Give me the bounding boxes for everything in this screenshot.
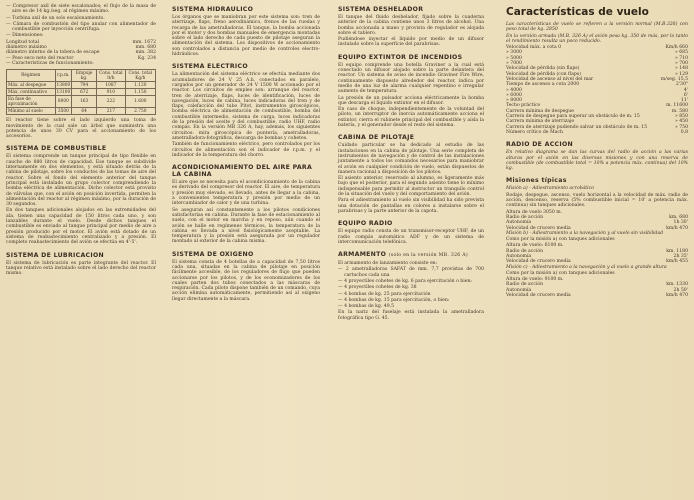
armament-item: — 4 bombas de kg. 15 para ejercitación, o bien: <box>338 297 450 303</box>
mission-value-row: Autonomía 2h 50' <box>506 287 688 293</box>
armament-item: — 4 proyectiles cohetes de kg. 6 para ejercitación o bien: <box>338 278 472 284</box>
intro-paragraph: Las características de vuelo se refieren a la versión normal (M.B.326) con peso total de kg. 2850 <box>506 22 688 33</box>
performance-row: » 3000 » 685 <box>506 50 688 56</box>
fire-paragraph-2: La presión de un pulsador acciona eléctricamente la bomba que descarga el líquido extintor en el difusor. <box>338 95 484 106</box>
table-header-row <box>7 70 156 82</box>
performance-row: Tiempo de ascenso a cota 2000 2'30" <box>506 82 688 88</box>
table-header: Empuje kg. <box>72 70 97 82</box>
regime-table <box>6 69 156 115</box>
air-conditioning-paragraph: El aire que se necesita para el acondicionamiento de la cabina es derivado del compresor del reactor. El aire, de temperatura y presión muy elevado, es llevado, antes de llegar a la cabina, a convenientes temperatura y presión por medio de un intercambiador de calor y de una turbina. <box>172 180 320 207</box>
table-cell: 222 <box>97 96 125 108</box>
table-cell: 1.600 <box>125 96 155 108</box>
mission-value-row: Velocidad de crucero media km/h 470 <box>506 225 688 231</box>
mission-value-row: Velocidad de crucero media km/h 455 <box>506 259 688 265</box>
mission-value-row: Altura de vuelo 3050 m. <box>506 209 563 215</box>
defroster-paragraph: El tanque del fluido deshelador, fijado sobre la cuaderna anterior de la cabina contiene unos 3 litros de alcohol. Una bomba accionada a mano y provista de regulador es alojada sobre el tablero. <box>338 15 484 36</box>
performance-row: Número crítico de Mach 0,8 <box>506 129 688 135</box>
mission-c-text: Como por la misión a) con tanques adicionales <box>506 270 615 276</box>
fire-paragraph-3: En caso de choque, independientemente de la voluntad del piloto, un interruptor de inercia automáticamente acciona el extintor, cierra el rubinete principal del combustible y aísla la batería, y el generador desde el resto del sistema. <box>338 107 484 129</box>
defroster-heading: SISTEMA DESHELADOR <box>338 6 424 13</box>
electric-paragraph: La alimentación del sistema eléctrico se efectúa mediante dos acumuladores de 24 V 25 A.h. conectados en paralelo, cargados por un generador de 24 V 1500 W accionado por el reactor. Los circuitos de empleo son: arranque del reactor, tren de aterrizaje, flaps, luces de identificación, luces de navegación, luces de cabina, luces indicadoras del tren y de flaps, calefacción del tubo Pitot, instrumentos giroscópicos, bomba eléctrica de alimentación de combustible, bomba del combustible intermedio, sistema de carga, luces indicadoras de la presión del aceite y del combustible, radio UHF, radio compás. En la versión MB 326 A, hay, además, los siguientes circuitos: mira giroscópica de puntería, ametralladoras, ametralladora-fotográfica, descarga de bombas y cohetes. <box>172 72 320 141</box>
fuel-paragraph-2: En dos tanques adicionales alojados en las extremidades del ala, tienen una capacidad de 150 litros cada uno, y son lanzables durante el vuelo. Desde dichos tanques el combustible es enviado al tanque principal por medio de aire a presión producido por el motor. El avión está dotado de un sistema de reabastecimiento centralizado y a presión. El completo reabastecimiento del avión se efectúa en 4'-5'. <box>6 208 156 246</box>
mission-b-text: Como por la misión a) con tanques adicionales <box>506 237 615 243</box>
cockpit-paragraph-3: Para el adiestramiento al vuelo sin visibilidad ha sido prevista una dotación de pantallas en colores a instalarse sobre el parabrisas y la parte anterior de la capota. <box>338 198 484 214</box>
table-row <box>7 108 156 115</box>
air-conditioning-paragraph-2: Se aseguran así constantemente a los pilotos condiciones satisfactorias en cabina. Durante la fase de estacionamiento al suelo, con el motor en marcha y en reposo, aún cuando el avión se halle en regímenes térmicos, la temperatura de la cabina es llevada a nivel fisiológicamente aceptable. La temperatura y la presión está asegurada por un regulador montado al exterior de la cabina misma. <box>172 207 320 245</box>
engine-item-2: — Turbina axil de un solo escalonamiento. <box>6 15 105 21</box>
performance-row: » 7000 » 700 <box>506 61 688 67</box>
intro-paragraph-2: En la versión armada (M.B. 326 A) el avión pesa kg. 350 de más, por lo tanto el rendimiento resulta un poco reducido. <box>506 33 688 44</box>
performance-row: Techo práctico m. 11600 <box>506 103 688 109</box>
mission-value-row: Altura de vuelo: 6100 m. <box>506 243 564 249</box>
mission-value-row: Radio de acción km. 1180 <box>506 248 688 254</box>
cockpit-paragraph-2: El asiento anterior, reservado al alumno, es ligeramente más bajo que el posterior, para el segundo asiento tiene lo mínimo indispensable para permitir al instructor un tranquilo control de la situación del vuelo y del comportamiento del avión. <box>338 176 484 198</box>
performance-row: Velocidad de ascenso al nivel del mar m/seg. 15,5 <box>506 76 688 82</box>
table-cell: 217 <box>97 108 125 115</box>
column-1 <box>6 4 156 277</box>
performance-row: Carrera mínima de despegue m. 580 <box>506 108 688 114</box>
missions-heading: Misiones típicas <box>506 177 567 185</box>
hydraulic-heading: SISTEMA HIDRAULICO <box>172 6 254 13</box>
performance-row: Velocidad de pérdida (sin flaps) » 148 <box>506 66 688 72</box>
armament-item: — 4 bombas de kg. 25 para ejercitación <box>338 291 431 297</box>
performance-row: » 5000 » 710 <box>506 55 688 61</box>
range-paragraph: En relativo diagrama se dan las curvas del radio de acción a las varias alturas por el avión en las diversas misiones y con una reserva de combustible (de combustible total = 10% a potencia máx. continua) del 10% kg. <box>506 150 688 172</box>
radio-paragraph: El equipo radio consta de un transmisor-receptor UHF, de un radio compás automático ADF y de un sistema de intercomunicación telefónica. <box>338 229 484 245</box>
table-cell: 163 <box>72 96 97 108</box>
range-heading: RADIO DE ACCION <box>506 141 574 149</box>
lubrication-heading: SISTEMA DE LUBRICACION <box>6 251 105 259</box>
dimensions-label: — Dimensiones: <box>6 33 44 39</box>
table-header: Cons. total lt/h <box>97 70 125 82</box>
table-cell: Máx. continuativo <box>7 89 56 96</box>
armament-paragraph-2: En la nariz del fuselaje está instalada la ametralladora fotográfica tipo G. 45. <box>338 310 484 321</box>
performance-row: Carrera mínima de aterrizaje » 450 <box>506 119 688 125</box>
table-cell: 794 <box>72 82 97 89</box>
armament-item: — 2 ametralladoras SAFAT de mm. 7,7 provistas de 700 cartuchos cada una <box>338 267 484 278</box>
characteristics-label: — Características de funcionamiento: <box>6 60 94 66</box>
table-cell: 1087 <box>97 82 125 89</box>
mission-value-row: Radio de acción km. 680 <box>506 214 688 220</box>
armament-paragraph: El armamento de lanzamiento consiste en: <box>338 261 438 267</box>
electric-heading: SISTEMA ELECTRICO <box>172 63 248 71</box>
mission-value-row: Autonomía 1h 30' <box>506 220 688 226</box>
table-cell: 1.120 <box>125 82 155 89</box>
table-header: Cons. total Kg/h <box>125 70 155 82</box>
radio-heading: EQUIPO RADIO <box>338 220 393 228</box>
dimension-row: diámetro máximo mm. 680 <box>6 45 156 51</box>
table-row <box>7 89 156 96</box>
fire-extinguisher-heading: EQUIPO EXTINTOR DE INCENDIOS <box>338 53 463 61</box>
mission-value-row: Velocidad de crucero media km/h 470 <box>506 293 688 299</box>
air-conditioning-heading: ACONDICIONAMIENTO DEL AIRE PARA LA CABINA <box>172 164 313 179</box>
performance-row: » 6000 6' <box>506 92 688 98</box>
engine-item-3: — Cámara de combustión del tipo anular con alimentador de combustible por inyección centrífuga. <box>6 21 157 33</box>
performance-row: Velocidad máx. a cota 0 Km/h 660 <box>506 45 688 51</box>
column-3 <box>338 4 484 322</box>
cockpit-heading: CABINA DE PILOTAJE <box>338 134 415 142</box>
armament-item: — 4 proyectiles cohetes de kg. 38 <box>338 285 417 291</box>
defroster-paragraph-2: Pudiéndose inyectar el líquido por medio de un difusor instalado sobre la superficie del parabrisas. <box>338 37 484 48</box>
table-cell: En fase de aproximación <box>7 96 56 108</box>
mission-value-row: Altura de vuelo: 9100 m. <box>506 277 564 283</box>
cockpit-paragraph: Cuidado particular se ha dedicado al estudio de las instalaciones en la cabina de pilotaje. Una serie completa de instrumentos de navegación y de control de las instalaciones juntamente a todos los comandos necesarios para maniobrar el avión en cualquier condición de vuelo, están dispuestos de manera racional a disposición de los pilotos. <box>338 143 484 175</box>
mission-value-row: Autonomía 2h 35' <box>506 253 688 259</box>
mission-a-text: Rodaje, despegue, ascenso, vuelo horizontal a la velocidad de máx. radio de acción, descenso, reserva (5% combustible inicial = 10' a potencia máx. continua) sin tanques adicionales. <box>506 192 688 209</box>
table-cell: 672 <box>72 89 97 96</box>
performance-row: » 4000 4' <box>506 87 688 93</box>
table-cell: Máx. al despegue <box>7 82 56 89</box>
dimensions-list <box>6 40 156 61</box>
column-2 <box>172 4 320 303</box>
page-title: Características de vuelo <box>506 6 649 18</box>
fuel-system-heading: SISTEMA DE COMBUSTIBLE <box>6 145 107 153</box>
table-header: Régimen <box>7 70 56 82</box>
table-cell: 8000 <box>55 96 72 108</box>
table-cell: 13800 <box>56 82 71 88</box>
mission-b-heading: Misión b) - Adiestramiento a la navegación y al vuelo sin visibilidad <box>506 230 664 236</box>
armament-item: — 4 bombas de kg. 49,5 <box>338 304 394 310</box>
reactor-paragraph: El reactor tiene sobre el lado izquierdo una toma de movimiento de la cual sale un árbol que suministra una potencia de unos 30 CV para el accionamiento de los accesorios. <box>6 118 156 140</box>
table-cell: 910 <box>97 89 125 96</box>
mission-value-row: Radio de acción km. 1330 <box>506 282 688 288</box>
table-cell: 64 <box>72 108 97 115</box>
table-cell: 2.750 <box>125 108 155 115</box>
table-row <box>7 82 156 89</box>
oxygen-heading: SISTEMA DE OXIGENO <box>172 250 254 258</box>
dimension-row: — Peso seco neto del reactor Kg. 234 <box>6 55 156 61</box>
electric-paragraph-2: También de funcionamiento eléctrico, pero controlados por los circuitos de alimentación son el indicador de r.p.m. y el indicador de la temperatura del chorro. <box>172 142 320 158</box>
table-cell: 13100 <box>56 89 71 95</box>
table-cell: Mínimo al suelo <box>7 108 56 115</box>
lubrication-paragraph: El sistema de lubricación es parte integrante del reactor. El tanque relativo está instalado sobre el lado derecho del reactor mismo. <box>6 260 156 277</box>
table-cell: 3500 <box>55 108 72 115</box>
table-header: r.p.m. <box>55 70 72 82</box>
hydraulic-paragraph: Los órganos que se maniobran por este sistema son: tren de aterrizaje, flaps, freno aerodinámico, frenos de las ruedas y recarga de las ametralladoras. El tanque, la bomba accionada por el motor y dos bombas manuales de emergencia montadas sobre el lado derecho de cada puesto de pilotaje aseguran la alimentación del sistema. Los dispositivos de accionamiento son controlados a distancia por medio de controles electro-hidráulicos. <box>172 15 320 58</box>
performance-row: » 8000 11' <box>506 98 688 104</box>
performance-list <box>506 45 688 135</box>
fire-paragraph: El equipo comprende una botella Graviner a la cual está conectado un difusor alojado sobre la parte delantera del reactor. Un sistema de aviso de incendio Graviner Fire Wire, continuamente dispuesto alrededor del reactor, indica por medio de una luz de alarma cualquier repentino e irregular aumento de temperatura. <box>338 62 484 95</box>
performance-row: Velocidad de pérdida (con flaps) » 129 <box>506 71 688 77</box>
mission-a-heading: Misión a) - Adiestramiento acrobático <box>506 186 594 192</box>
fuel-paragraph: El sistema comprende un tanque principal de tipo flexible en caucho de 880 litros de capacidad. Ese tanque se subdivide internamente en dos elementos, y está situado detrás de la cabina de pilotaje, sobre los conductos de las tomas de aire del reactor. Sobre el fondo del elemento anterior del tanque principal está instalado un grupo colector comprendiendo la bomba eléctrica de alimentación. Dicho colector está provisto de válvulas que, con el avión en posición invertida, permiten la alimentación del reactor al régimen máximo, por la duración de 30 segundos. <box>6 154 156 208</box>
engine-item-1: — Compresor axil de siete escalonados; el flujo de la masa de aire es de 14 kg./seg. al régimen máximo. <box>6 4 156 15</box>
performance-row: Carrera de despegue para superar un obstáculo de m. 15 » 850 <box>506 114 688 120</box>
column-4 <box>506 4 688 298</box>
oxygen-paragraph: El sistema consta de 4 botellas de a capacidad de 7,50 litros cada una, situadas en la cabina de pilotaje en posición fácilmente accesible, de los reguladores de flujo que pueden accionarse por los pilotos, y de los economizadores de los cuales parten dos tubos conectados a las máscaras de respiración. Cada piloto dispone también de un comando, cuya acción elimina automáticamente, permitiendo así al oxígeno llegar directamente a la máscara. <box>172 259 320 302</box>
table-cell: 1.150 <box>125 89 155 96</box>
mission-c-heading: Misión c) - Adiestramiento a la navegación y al vuelo a grande altura <box>506 264 667 270</box>
armament-heading: ARMAMENTO (solo en la versión MB. 326 A) <box>338 251 468 259</box>
dimension-row: diámetro interno de la tobera de escape mm. 382 <box>6 50 156 56</box>
table-row <box>7 96 156 108</box>
performance-row: Carrera de aterrizaje pudiendo salvar un obstáculo de m. 15 » 750 <box>506 124 688 130</box>
dimension-row: Longitud total mm. 1672 <box>6 39 156 45</box>
